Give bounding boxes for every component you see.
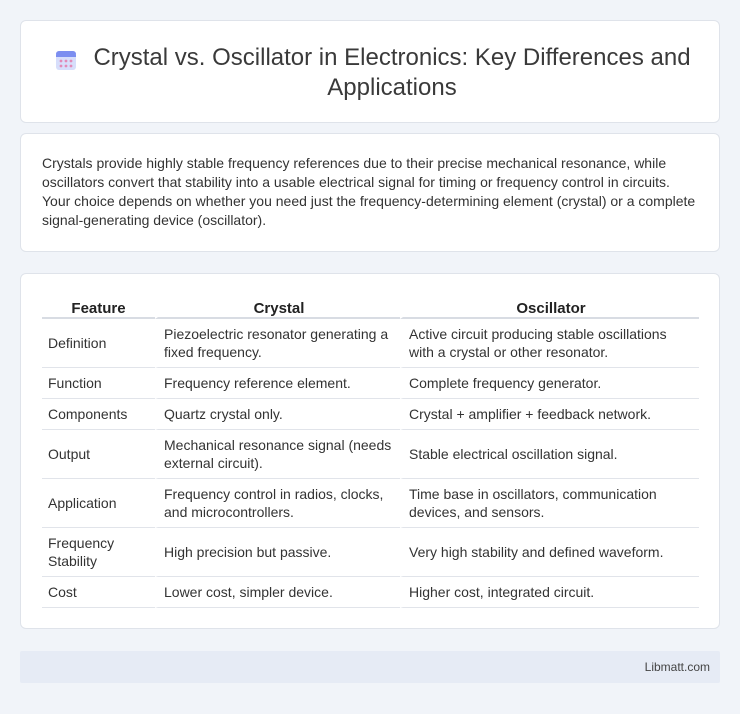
- crystal-cell: Mechanical resonance signal (needs external circuit).: [155, 430, 400, 479]
- table-row: [42, 430, 699, 479]
- feature-cell: Components: [42, 399, 155, 430]
- crystal-cell: Piezoelectric resonator generating a fixed frequency.: [155, 319, 400, 368]
- crystal-cell: Quartz crystal only.: [155, 399, 400, 430]
- page-title: Crystal vs. Oscillator in Electronics: Key Differences and Applications: [93, 44, 691, 101]
- table-header-row: [42, 296, 699, 319]
- comparison-table-card: [20, 273, 720, 629]
- crystal-cell: Frequency control in radios, clocks, and microcontrollers.: [155, 479, 400, 528]
- oscillator-cell: Higher cost, integrated circuit.: [400, 577, 699, 608]
- summary-card: [20, 133, 720, 252]
- oscillator-cell: Very high stability and defined waveform.: [400, 528, 699, 577]
- crystal-cell: Frequency reference element.: [155, 368, 400, 399]
- header-feature: Feature: [42, 296, 155, 319]
- summary-text: Crystals provide highly stable frequency references due to their precise mechanical resonance, while oscillators convert that stability into a usable electrical signal for timing or frequency control in circuits. Your choice depends on whether you need just the frequency-determining element (crystal) or a complete signal-generating device (oscillator).: [42, 155, 696, 228]
- table-row: [42, 399, 699, 430]
- oscillator-cell: Active circuit producing stable oscillations with a crystal or other resonator.: [400, 319, 699, 368]
- table-row: [42, 479, 699, 528]
- oscillator-cell: Complete frequency generator.: [400, 368, 699, 399]
- footer-bar: [20, 651, 720, 683]
- table-row: [42, 368, 699, 399]
- title-card: [20, 20, 720, 123]
- feature-cell: Cost: [42, 577, 155, 608]
- feature-cell: Function: [42, 368, 155, 399]
- feature-cell: Application: [42, 479, 155, 528]
- header-oscillator: Oscillator: [400, 296, 699, 319]
- comparison-table: [42, 296, 699, 608]
- footer-brand: Libmatt.com: [644, 660, 710, 674]
- crystal-cell: Lower cost, simpler device.: [155, 577, 400, 608]
- header-crystal: Crystal: [155, 296, 400, 319]
- feature-cell: Definition: [42, 319, 155, 368]
- table-row: [42, 319, 699, 368]
- oscillator-cell: Time base in oscillators, communication devices, and sensors.: [400, 479, 699, 528]
- oscillator-cell: Stable electrical oscillation signal.: [400, 430, 699, 479]
- table-row: [42, 528, 699, 577]
- crystal-cell: High precision but passive.: [155, 528, 400, 577]
- table-row: [42, 577, 699, 608]
- feature-cell: Frequency Stability: [42, 528, 155, 577]
- oscillator-cell: Crystal + amplifier + feedback network.: [400, 399, 699, 430]
- feature-cell: Output: [42, 430, 155, 479]
